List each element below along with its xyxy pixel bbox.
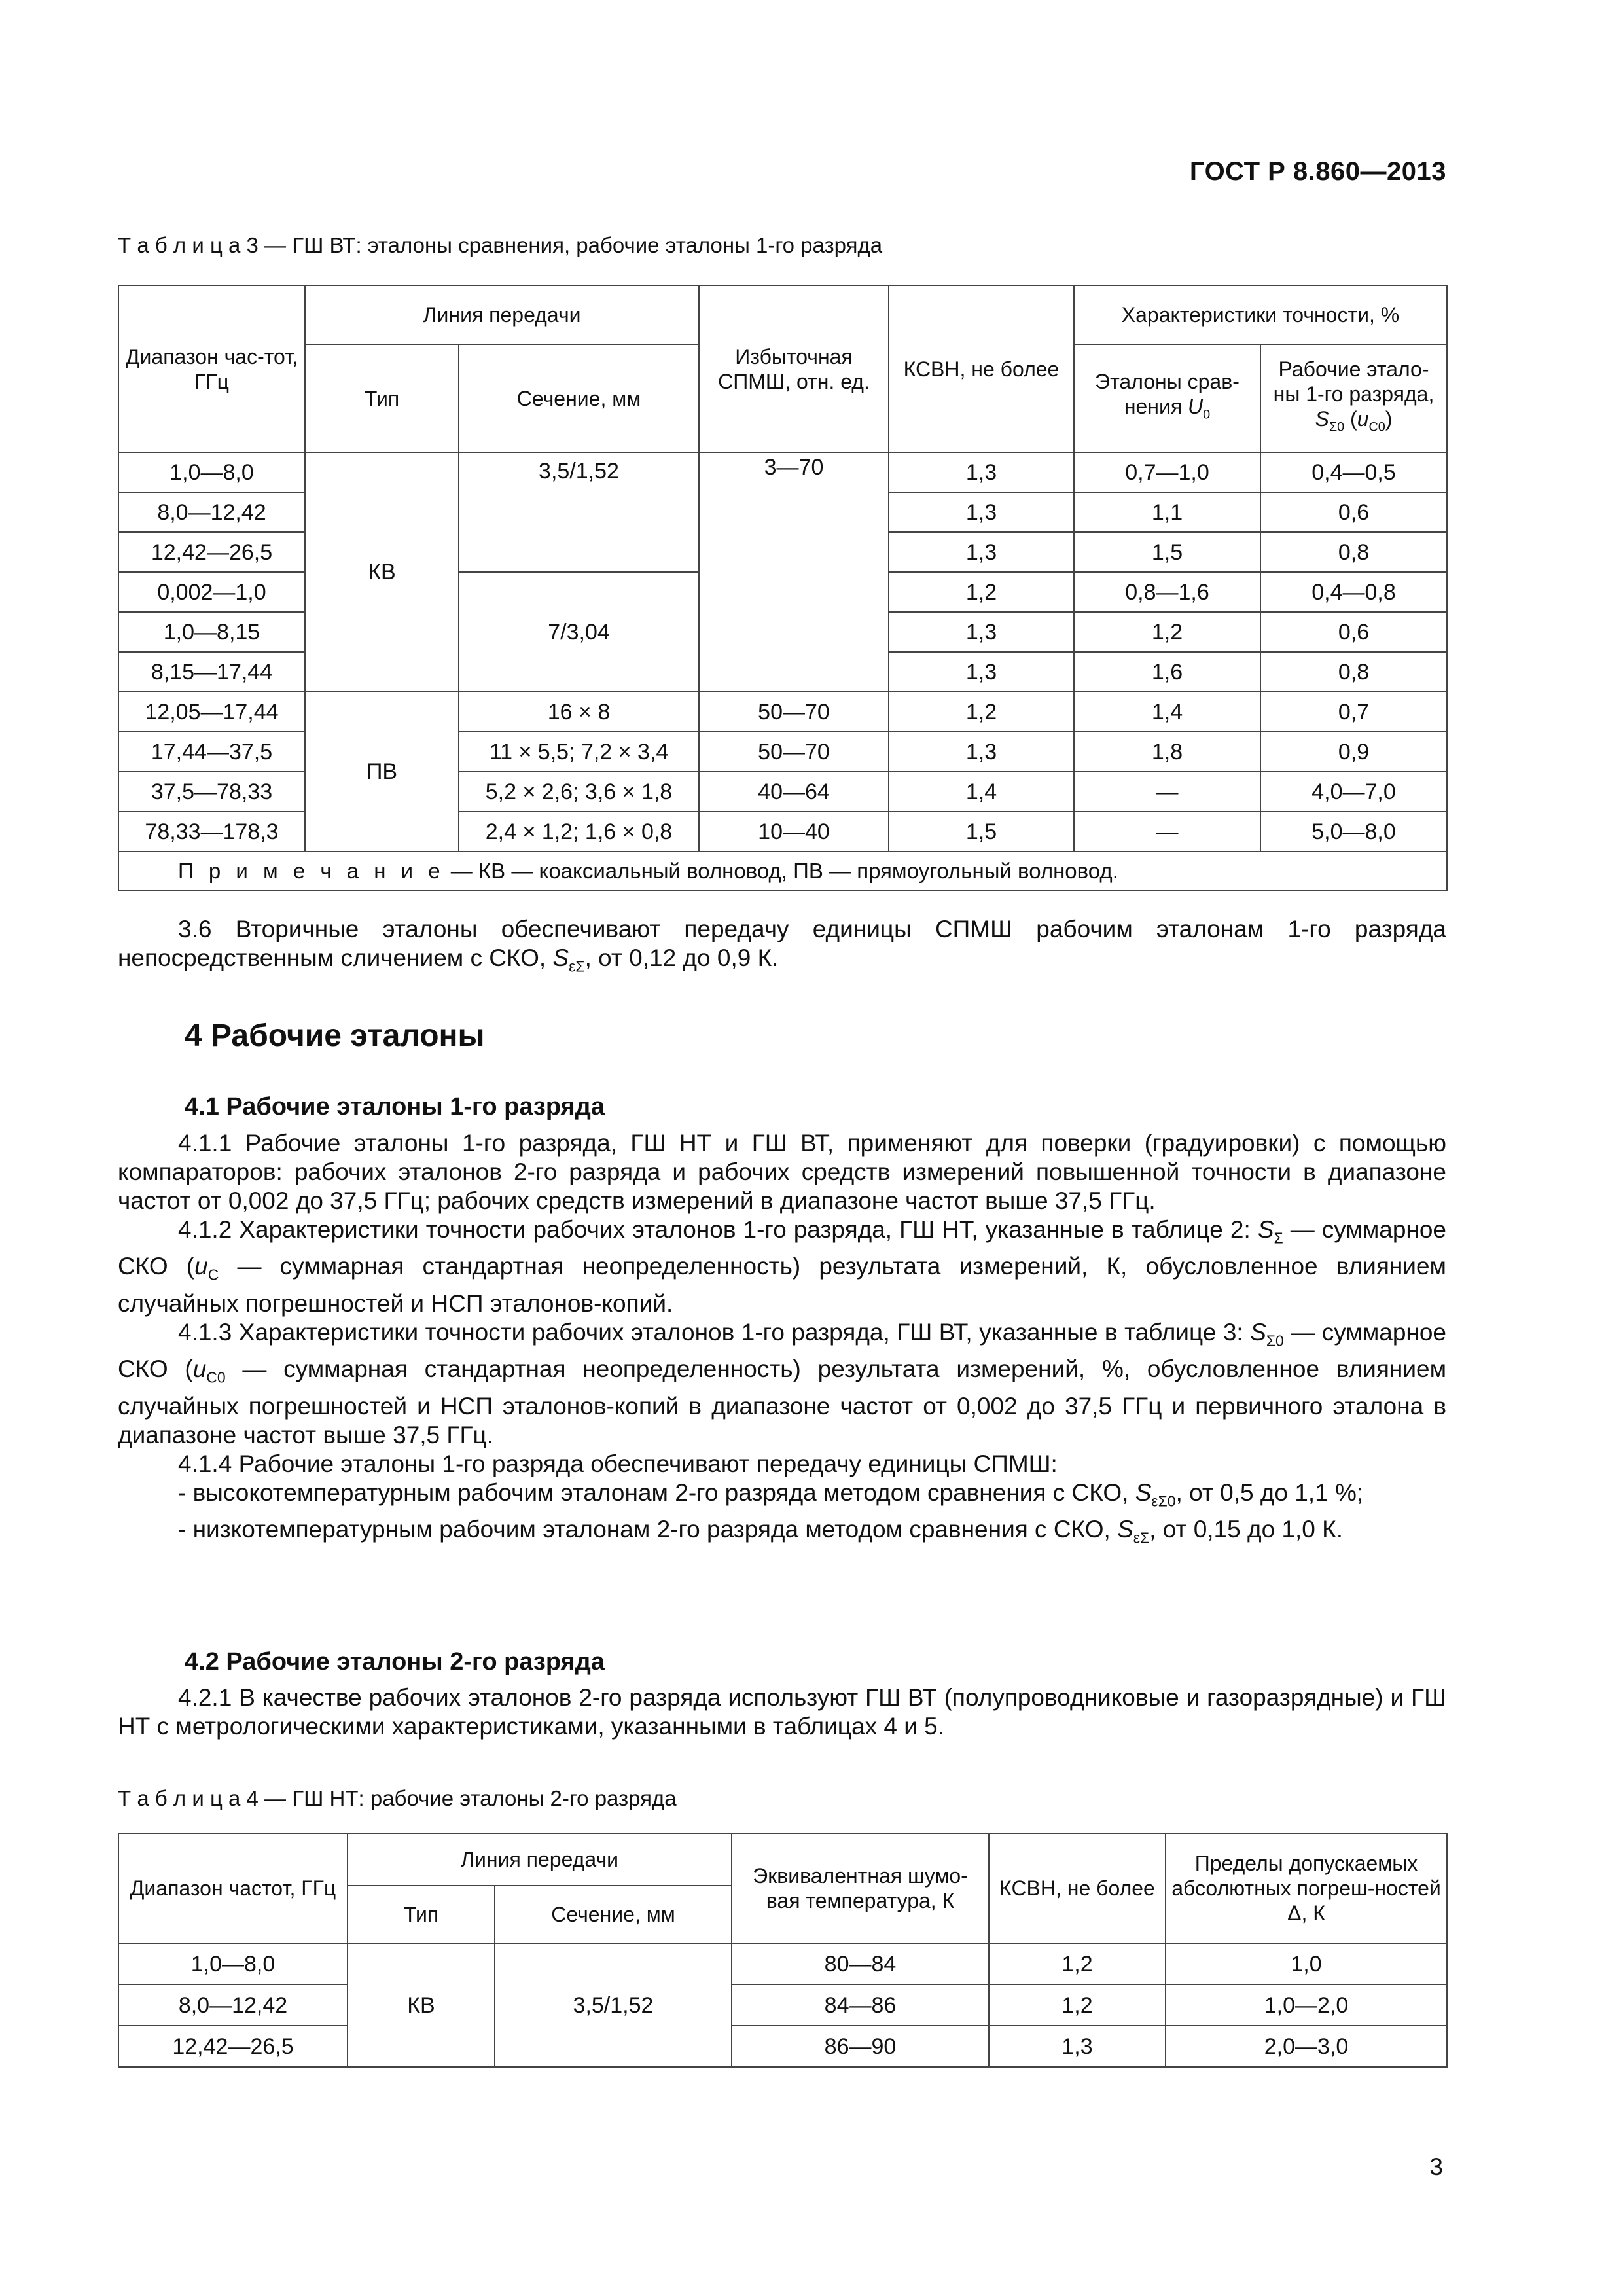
table3-caption-label: Т а б л и ц а 3 (118, 233, 259, 257)
table-cell: 8,0—12,42 (118, 492, 305, 532)
table-cell: 12,05—17,44 (118, 692, 305, 732)
table-cell: 1,3 (889, 492, 1074, 532)
table-cell: КВ (305, 452, 459, 692)
document-code: ГОСТ Р 8.860—2013 (1189, 157, 1446, 186)
table-cell: 84—86 (732, 1984, 989, 2026)
table3-header-section: Сечение, мм (459, 344, 699, 452)
table3-caption-text: — ГШ ВТ: эталоны сравнения, рабочие эталоны 1-го разряда (258, 233, 883, 257)
table-cell: 0,4—0,5 (1260, 452, 1447, 492)
paragraph-4-1-1: 4.1.1 Рабочие эталоны 1-го разряда, ГШ НТ и ГШ ВТ, применяют для поверки (градуировки) с помощью компараторов: рабочих эталонов 2-го разряда и рабочих средств измерений повышенной точности в диапазоне частот от 0,002 до 37,5 ГГц; рабочих средств измерений в диапазоне частот выше 37,5 ГГц. (118, 1130, 1446, 1214)
table-cell: — (1074, 772, 1260, 812)
table-cell: 1,4 (889, 772, 1074, 812)
table-cell: 0,002—1,0 (118, 572, 305, 612)
paragraph-4-1-3: 4.1.3 Характеристики точности рабочих эталонов 1-го разряда, ГШ ВТ, указанные в таблице 3: $S_{\Sigma 0}$ — суммарное СКО ($u_{C0}$ — суммарная стандартная неопределенность) результата измерений, %, обусловленное влиянием случайных погрешностей и НСП эталонов-копий в диапазоне частот от 0,002 до 37,5 ГГц и первичного эталона в диапазоне частот выше 37,5 ГГц. (118, 1318, 1447, 1448)
table4-caption-text: — ГШ НТ: рабочие эталоны 2-го разряда (258, 1786, 677, 1810)
table-cell: 1,1 (1074, 492, 1260, 532)
table-cell: 0,8 (1260, 532, 1447, 572)
table4-caption (118, 1785, 677, 1812)
table-cell: 4,0—7,0 (1260, 772, 1447, 812)
table-cell: 0,9 (1260, 732, 1447, 772)
table-cell: 50—70 (699, 732, 889, 772)
table-cell: 5,0—8,0 (1260, 812, 1447, 852)
table3-note (118, 852, 1447, 891)
table3-header-comparison: Эталоны срав-нения $U_0$ (1074, 344, 1260, 452)
table-cell: 3,5/1,52 (459, 452, 699, 572)
list-item: - высокотемпературным рабочим эталонам 2-го разряда методом сравнения с СКО, $S_{\varepsilon\Sigma 0}$, от 0,5 до 1,1 %; (178, 1479, 1364, 1509)
table-cell: 0,8—1,6 (1074, 572, 1260, 612)
table4-header-type: Тип (348, 1886, 495, 1943)
table-cell: 80—84 (732, 1943, 989, 1984)
table4 (118, 1833, 1448, 2068)
table3-header-excess: Избыточная СПМШ, отн. ед. (699, 285, 889, 452)
table-cell: 0,7 (1260, 692, 1447, 732)
table-cell: 12,42—26,5 (118, 532, 305, 572)
table4-header-frequency: Диапазон частот, ГГц (118, 1833, 348, 1943)
table-cell: ПВ (305, 692, 459, 852)
table-cell: 0,6 (1260, 492, 1447, 532)
table-cell: 8,15—17,44 (118, 652, 305, 692)
table3-header-working: Рабочие этало-ны 1-го разряда, $S_{\Sigma 0}$ $(u_{C0})$ (1260, 344, 1447, 452)
table-cell: 1,3 (889, 652, 1074, 692)
table-cell: 2,4 × 1,2; 1,6 × 0,8 (459, 812, 699, 852)
table-cell: 1,2 (989, 1984, 1166, 2026)
table4-caption-label: Т а б л и ц а 4 (118, 1786, 259, 1810)
table-cell: 10—40 (699, 812, 889, 852)
section-4-2-body (118, 1683, 1446, 1741)
table3-header-type: Тип (305, 344, 459, 452)
table-cell: 16 × 8 (459, 692, 699, 732)
table-cell: 1,3 (889, 732, 1074, 772)
table-cell: 5,2 × 2,6; 3,6 × 1,8 (459, 772, 699, 812)
paragraph-3-6: 3.6 Вторичные эталоны обеспечивают передачу единицы СПМШ рабочим эталонам 1-го разряда непосредственным сличением с СКО, $S_{\varepsilon\Sigma}$, от 0,12 до 0,9 К. (118, 916, 1446, 975)
table-cell: 1,2 (889, 692, 1074, 732)
table3-note-label: П р и м е ч а н и е (178, 859, 445, 883)
section-4-heading: 4 Рабочие эталоны (185, 1018, 485, 1053)
table-cell: 40—64 (699, 772, 889, 812)
paragraph-4-1-4: 4.1.4 Рабочие эталоны 1-го разряда обеспечивают передачу единицы СПМШ: (178, 1450, 1058, 1477)
table3-header-vswr: КСВН, не более (889, 285, 1074, 452)
table-cell: 86—90 (732, 2026, 989, 2067)
table-cell: 1,0—8,0 (118, 1943, 348, 1984)
table-cell: 1,0—2,0 (1166, 1984, 1447, 2026)
table-cell: 1,5 (1074, 532, 1260, 572)
table3 (118, 285, 1448, 891)
table3-header-frequency: Диапазон час-тот, ГГц (118, 285, 305, 452)
table3-caption (118, 232, 882, 259)
table-cell: 2,0—3,0 (1166, 2026, 1447, 2067)
list-item: - низкотемпературным рабочим эталонам 2-го разряда методом сравнения с СКО, $S_{\varepsilon\Sigma}$, от 0,15 до 1,0 К. (178, 1515, 1343, 1547)
table4-header-section: Сечение, мм (495, 1886, 732, 1943)
table-cell: 0,4—0,8 (1260, 572, 1447, 612)
table-cell: 1,3 (989, 2026, 1166, 2067)
table-cell: 1,2 (989, 1943, 1166, 1984)
table-cell: 0,8 (1260, 652, 1447, 692)
section-4-2-heading: 4.2 Рабочие эталоны 2-го разряда (185, 1648, 605, 1676)
table3-header-line: Линия передачи (305, 285, 699, 344)
table3-note-text: — КВ — коаксиальный волновод, ПВ — прямоугольный волновод. (444, 859, 1118, 883)
table-cell: 1,0 (1166, 1943, 1447, 1984)
table-cell: — (1074, 812, 1260, 852)
table-cell: 1,3 (889, 532, 1074, 572)
table-cell: 1,2 (889, 572, 1074, 612)
section-4-1-heading: 4.1 Рабочие эталоны 1-го разряда (185, 1093, 605, 1121)
table-cell: КВ (348, 1943, 495, 2067)
table-cell: 0,7—1,0 (1074, 452, 1260, 492)
table4-header-temperature: Эквивалентная шумо-вая температура, К (732, 1833, 989, 1943)
section-4-1-body (118, 1129, 1446, 1552)
page-number: 3 (1429, 2153, 1443, 2180)
table-cell: 1,5 (889, 812, 1074, 852)
table4-header-line: Линия передачи (348, 1833, 732, 1886)
table-cell: 1,6 (1074, 652, 1260, 692)
table-cell: 17,44—37,5 (118, 732, 305, 772)
table3-header-accuracy: Характеристики точности, % (1074, 285, 1447, 344)
paragraph-4-1-2: 4.1.2 Характеристики точности рабочих эталонов 1-го разряда, ГШ НТ, указанные в таблице 2: $S_\Sigma$ — суммарное СКО ($u_C$ — суммарная стандартная неопределенность) результата измерений, К, обусловленное влиянием случайных погрешностей и НСП эталонов-копий. (118, 1216, 1447, 1317)
table-cell: 1,0—8,0 (118, 452, 305, 492)
table-cell: 1,2 (1074, 612, 1260, 652)
table-cell: 1,3 (889, 612, 1074, 652)
table4-header-vswr: КСВН, не более (989, 1833, 1166, 1943)
table-cell: 11 × 5,5; 7,2 × 3,4 (459, 732, 699, 772)
table-cell: 1,8 (1074, 732, 1260, 772)
table-cell: 12,42—26,5 (118, 2026, 348, 2067)
table-cell: 1,4 (1074, 692, 1260, 732)
table-cell: 0,6 (1260, 612, 1447, 652)
table-cell: 78,33—178,3 (118, 812, 305, 852)
table-cell: 1,3 (889, 452, 1074, 492)
paragraph-4-2-1: 4.2.1 В качестве рабочих эталонов 2-го разряда используют ГШ ВТ (полупроводниковые и газоразрядные) и ГШ НТ с метрологическими характеристиками, указанными в таблицах 4 и 5. (118, 1684, 1446, 1740)
table-cell: 1,0—8,15 (118, 612, 305, 652)
table-cell: 3,5/1,52 (495, 1943, 732, 2067)
table-cell: 37,5—78,33 (118, 772, 305, 812)
table-cell: 7/3,04 (459, 572, 699, 692)
table-cell: 3—70 (699, 452, 889, 692)
table-cell: 50—70 (699, 692, 889, 732)
table-cell: 8,0—12,42 (118, 1984, 348, 2026)
table4-header-limits: Пределы допускаемых абсолютных погреш-ностей Δ, К (1166, 1833, 1447, 1943)
